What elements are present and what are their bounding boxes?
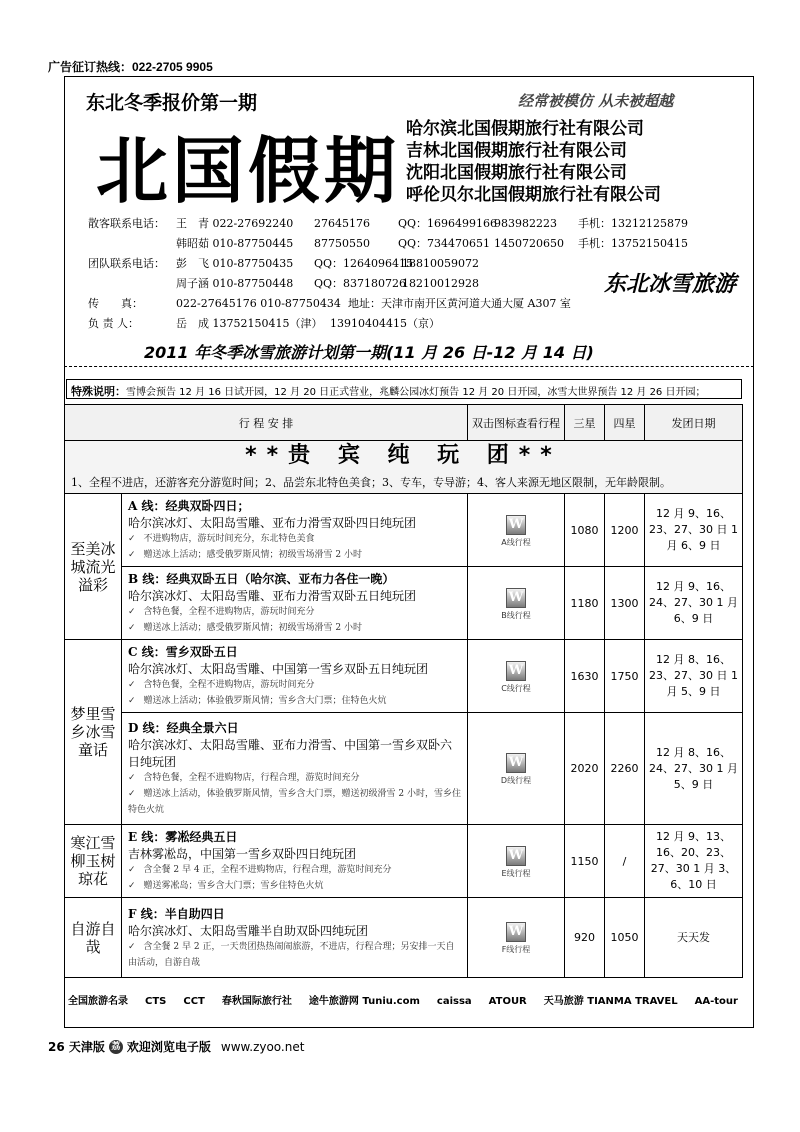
company-name: 呼伦贝尔北国假期旅行社有限公司 xyxy=(406,185,661,205)
contact-qq: QQ：1696499166 xyxy=(398,217,498,230)
partner-logo: caissa xyxy=(436,996,472,1007)
manager-phone: 13910404415（京） xyxy=(330,317,440,330)
contact-qq: 1450720650 xyxy=(494,237,564,250)
partner-logo: 天马旅游 TIANMA TRAVEL xyxy=(543,996,678,1007)
partner-logo: CCT xyxy=(183,996,205,1007)
itinerary-link[interactable] xyxy=(468,825,565,898)
route-title: D 线：经典全景六日 xyxy=(128,721,239,735)
company-name: 哈尔滨北国假期旅行社有限公司 xyxy=(406,119,644,139)
table-header-row xyxy=(65,405,743,441)
partner-logo: CTS xyxy=(145,996,167,1007)
route-note: ✓ 赠送雾凇岛；雪乡含大门票；雪乡住特色火炕 xyxy=(128,878,461,894)
contact-label: 散客联系电话： xyxy=(88,217,165,230)
partner-logo: 全国旅游名录 xyxy=(68,996,128,1007)
ad-hotline: 广告征订热线：022-2705 9905 xyxy=(48,60,213,74)
company-name: 沈阳北国假期旅行社有限公司 xyxy=(406,163,627,183)
slogan: 经常被模仿 从未被超越 xyxy=(518,92,674,110)
route-subtitle: 哈尔滨冰灯、太阳岛雪雕、亚布力滑雪双卧五日纯玩团 xyxy=(128,589,417,603)
price-three-star: 1180 xyxy=(565,567,605,640)
route-note: ✓ 不进购物店，游玩时间充分，东北特色美食 xyxy=(128,531,461,547)
contact-row xyxy=(88,274,688,294)
price-four-star: 1300 xyxy=(605,567,645,640)
contact-phone: 王 青 022-27692240 xyxy=(176,217,294,230)
route-note: ✓ 含特色餐，全程不进购物店，游玩时间充分 xyxy=(128,604,461,620)
contact-label: 团队联系电话： xyxy=(88,257,165,270)
contact-row xyxy=(88,214,688,234)
partner-logos xyxy=(68,980,738,1024)
contact-phone: 87750550 xyxy=(314,237,370,250)
header-icon: 双击图标查看行程 xyxy=(468,405,565,441)
contact-phone: 周子涵 010-87750448 xyxy=(176,277,294,290)
tour-table xyxy=(64,404,743,978)
contact-label: 传 真： xyxy=(88,297,143,310)
fax-number: 022-27645176 010-87750434 xyxy=(176,297,341,310)
itinerary-label: A线行程 xyxy=(501,537,531,547)
contact-mobile: 手机：13212125879 xyxy=(578,217,688,230)
route-note: ✓ 含全餐 2 早 2 正，一天贵团热热闹闹旅游，不进店，行程合理；另安排一天自由活动，自游自哉 xyxy=(128,939,461,971)
page-footer xyxy=(48,1038,304,1055)
route-title: F 线：半自助四日 xyxy=(128,906,225,921)
page-number: 26 天津版 xyxy=(48,1040,105,1054)
header-three-star: 三星 xyxy=(565,405,605,441)
route-title: B 线：经典双卧五日（哈尔滨、亚布力各住一晚） xyxy=(128,572,395,586)
section-desc: 1、全程不进店，还游客充分游览时间；2、品尝东北特色美食；3、专车，专导游；4、客人来源无地区限制，无年龄限制。 xyxy=(71,476,671,489)
departure-dates: 12 月 9、16、24、27、30 1 月 6、9 日 xyxy=(645,567,743,640)
special-note xyxy=(66,379,742,399)
route-note: ✓ 赠送冰上活动，体验俄罗斯风情，雪乡含大门票，赠送初级滑雪 2 小时，雪乡住特色火炕 xyxy=(128,786,461,818)
route-note: ✓ 赠送冰上活动；体验俄罗斯风情；雪乡含大门票；住特色火炕 xyxy=(128,693,461,709)
group-name: 至美冰城流光溢彩 xyxy=(65,494,122,640)
special-note-label: 特殊说明： xyxy=(71,385,126,398)
departure-dates: 12 月 9、16、23、27、30 日 1月 6、9 日 xyxy=(645,494,743,567)
price-three-star: 1630 xyxy=(565,640,605,713)
price-four-star: 2260 xyxy=(605,713,645,825)
route-subtitle: 哈尔滨冰灯、太阳岛雪雕、中国第一雪乡双卧五日纯玩团 xyxy=(128,662,429,676)
tagline: 东北冰雪旅游 xyxy=(604,272,737,297)
route-cell xyxy=(122,713,468,825)
itinerary-label: F线行程 xyxy=(501,945,531,954)
contact-qq: QQ：837180726 xyxy=(314,277,407,290)
word-doc-icon[interactable]: W xyxy=(506,515,526,535)
departure-dates: 12 月 9、13、16、20、23、27、30 1 月 3、6、10 日 xyxy=(645,825,743,898)
contact-block xyxy=(88,214,688,334)
itinerary-link[interactable] xyxy=(468,713,565,825)
route-cell xyxy=(122,898,468,978)
company-list xyxy=(406,118,661,206)
word-doc-icon[interactable]: W xyxy=(506,661,526,681)
contact-row xyxy=(88,314,688,334)
header-four-star: 四星 xyxy=(605,405,645,441)
departure-dates: 12 月 8、16、23、27、30 日 1 月 5、9 日 xyxy=(645,640,743,713)
contact-phone: 韩昭茹 010-87750445 xyxy=(176,237,294,250)
brand-name: 北国假期 xyxy=(96,129,401,213)
itinerary-label: E线行程 xyxy=(501,868,531,878)
contact-qq: 983982223 xyxy=(494,217,557,230)
table-row xyxy=(65,825,743,898)
route-cell xyxy=(122,494,468,567)
price-three-star: 1080 xyxy=(565,494,605,567)
price-four-star: 1200 xyxy=(605,494,645,567)
contact-label: 负 责 人： xyxy=(88,317,139,330)
route-note: ✓ 赠送冰上活动；感受俄罗斯风情；初级雪场滑雪 2 小时 xyxy=(128,620,461,636)
partner-logo: ATOUR xyxy=(488,996,527,1007)
route-subtitle: 吉林雾凇岛，中国第一雪乡双卧四日纯玩团 xyxy=(128,847,357,861)
word-doc-icon[interactable]: W xyxy=(506,753,526,773)
address: 地址：天津市南开区黄河道大通大厦 A307 室 xyxy=(348,297,571,310)
route-note: ✓ 含特色餐，全程不进购物店，游玩时间充分 xyxy=(128,677,461,693)
price-three-star: 1150 xyxy=(565,825,605,898)
price-four-star: 1050 xyxy=(605,898,645,978)
contact-label xyxy=(88,234,176,254)
contact-qq: QQ：1264096415 xyxy=(314,257,414,270)
itinerary-label: C线行程 xyxy=(501,683,531,693)
itinerary-link[interactable] xyxy=(468,640,565,713)
contact-label xyxy=(88,274,176,294)
manager-phone: 岳 成 13752150415（津） xyxy=(176,317,323,330)
route-title: E 线：雾凇经典五日 xyxy=(128,830,238,844)
price-four-star: 1750 xyxy=(605,640,645,713)
itinerary-label: D线行程 xyxy=(500,776,532,785)
contact-row xyxy=(88,294,688,314)
word-doc-icon[interactable]: W xyxy=(506,922,526,942)
contact-phone: 27645176 xyxy=(314,217,370,230)
route-note: ✓ 含全餐 2 早 4 正，全程不进购物店，行程合理，游览时间充分 xyxy=(128,862,461,878)
route-subtitle: 哈尔滨冰灯、太阳岛雪雕半自助双卧四纯玩团 xyxy=(128,923,369,938)
footer-text: 欢迎浏览电子版 xyxy=(126,1040,211,1054)
table-row xyxy=(65,713,743,825)
departure-dates: 天天发 xyxy=(645,898,743,978)
contact-mobile: 18810059072 xyxy=(402,257,479,270)
contact-phone: 彭 飞 010-87750435 xyxy=(176,257,294,270)
itinerary-link[interactable] xyxy=(468,898,565,978)
itinerary-link[interactable] xyxy=(468,494,565,567)
contact-row xyxy=(88,254,688,274)
route-cell xyxy=(122,640,468,713)
table-row xyxy=(65,640,743,713)
price-three-star: 2020 xyxy=(565,713,605,825)
edition-badge-icon: 荔 xyxy=(109,1040,123,1054)
price-four-star: / xyxy=(605,825,645,898)
route-cell xyxy=(122,825,468,898)
header-itinerary: 行 程 安 排 xyxy=(65,405,468,441)
route-note: ✓ 含特色餐，全程不进购物店，行程合理，游览时间充分 xyxy=(128,770,461,786)
partner-logo: AA-tour xyxy=(694,996,738,1007)
route-cell xyxy=(122,567,468,640)
contact-qq: QQ：734470651 xyxy=(398,237,491,250)
table-row xyxy=(65,567,743,640)
contact-row xyxy=(88,234,688,254)
itinerary-link[interactable] xyxy=(468,567,565,640)
route-subtitle: 哈尔滨冰灯、太阳岛雪雕、亚布力滑雪双卧四日纯玩团 xyxy=(128,516,417,530)
section-row xyxy=(65,441,743,494)
contact-mobile: 18210012928 xyxy=(402,277,479,290)
price-three-star: 920 xyxy=(565,898,605,978)
footer-url[interactable]: www.zyoo.net xyxy=(220,1039,305,1054)
group-name: 寒江雪柳玉树琼花 xyxy=(65,825,122,898)
route-title: C 线：雪乡双卧五日 xyxy=(128,645,238,659)
header-dates: 发团日期 xyxy=(645,405,743,441)
route-title: A 线：经典双卧四日； xyxy=(128,499,250,513)
route-note: ✓ 赠送冰上活动；感受俄罗斯风情；初级雪场滑雪 2 小时 xyxy=(128,547,461,563)
group-name: 自游自哉 xyxy=(65,898,122,978)
word-doc-icon[interactable]: W xyxy=(506,846,526,866)
partner-logo: 春秋国际旅行社 xyxy=(221,996,292,1007)
contact-mobile: 手机：13752150415 xyxy=(578,237,688,250)
word-doc-icon[interactable]: W xyxy=(506,588,526,608)
table-row xyxy=(65,898,743,978)
plan-title: 2011 年冬季冰雪旅游计划第一期(11 月 26 日-12 月 14 日) xyxy=(144,343,594,362)
divider xyxy=(64,366,754,367)
route-subtitle: 哈尔滨冰灯、太阳岛雪雕、亚布力滑雪、中国第一雪乡双卧六日纯玩团 xyxy=(128,738,453,769)
table-row xyxy=(65,494,743,567)
section-title: **贵 宾 纯 玩 团** xyxy=(245,443,562,468)
departure-dates: 12 月 8、16、24、27、30 1 月 5、9 日 xyxy=(645,713,743,825)
group-name: 梦里雪乡冰雪童话 xyxy=(65,640,122,825)
special-note-text: 雪博会预告 12 月 16 日试开园，12 月 20 日正式营业，兆麟公园冰灯预告 12 月 20 日开园，冰雪大世界预告 12 月 26 日开园； xyxy=(126,387,706,398)
season-title: 东北冬季报价第一期 xyxy=(86,92,258,114)
itinerary-label: B线行程 xyxy=(501,610,531,620)
partner-logo: 途牛旅游网 Tuniu.com xyxy=(308,996,420,1007)
company-name: 吉林北国假期旅行社有限公司 xyxy=(406,141,627,161)
